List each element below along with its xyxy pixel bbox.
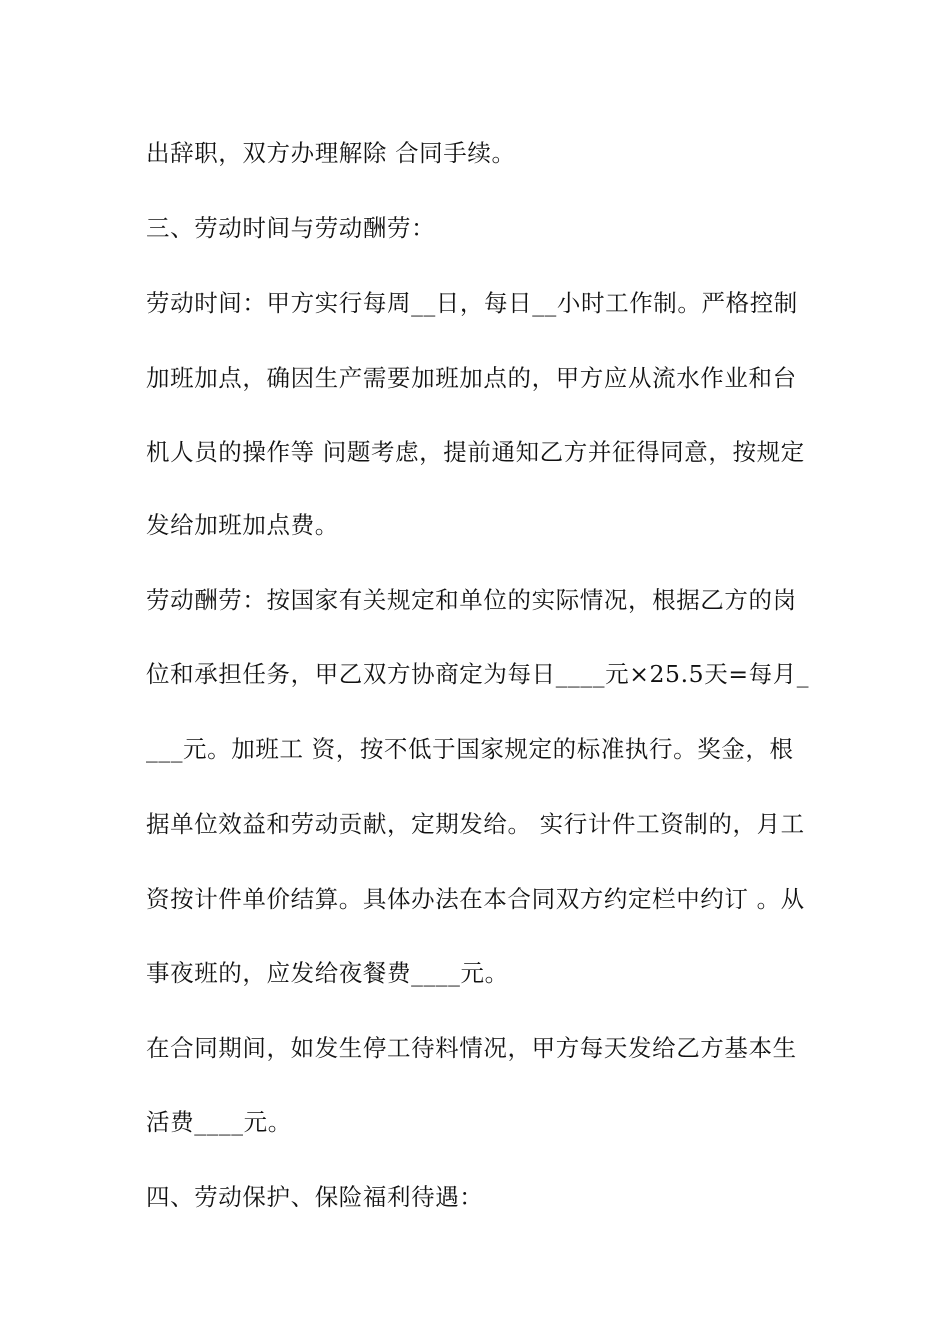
text-line: 劳动时间：甲方实行每周__日，每日__小时工作制。严格控制 — [146, 289, 798, 317]
text-line: 加班加点，确因生产需要加班加点的，甲方应从流水作业和台 — [146, 364, 797, 392]
section-heading: 四、劳动保护、保险福利待遇： — [146, 1183, 484, 1211]
text-line: 据单位效益和劳动贡献，定期发给。 实行计件工资制的，月工 — [146, 810, 805, 838]
text-line: 资按计件单价结算。具体办法在本合同双方约定栏中约订 。从 — [146, 885, 805, 913]
text-line: 事夜班的，应发给夜餐费____元。 — [146, 959, 509, 987]
text-line: 活费____元。 — [146, 1108, 292, 1136]
section-heading: 三、劳动时间与劳动酬劳： — [146, 214, 436, 242]
text-line: ___元。加班工 资，按不低于国家规定的标准执行。奖金，根 — [146, 735, 794, 763]
text-line: 发给加班加点费。 — [146, 511, 339, 539]
text-line: 机人员的操作等 问题考虑，提前通知乙方并征得同意，按规定 — [146, 438, 805, 466]
text-line: 劳动酬劳：按国家有关规定和单位的实际情况，根据乙方的岗 — [146, 586, 797, 614]
text-line: 在合同期间，如发生停工待料情况，甲方每天发给乙方基本生 — [146, 1034, 797, 1062]
text-line: 出辞职，双方办理解除 合同手续。 — [146, 139, 516, 167]
text-line: 位和承担任务，甲乙双方协商定为每日____元×25.5天=每月_ — [146, 660, 810, 688]
